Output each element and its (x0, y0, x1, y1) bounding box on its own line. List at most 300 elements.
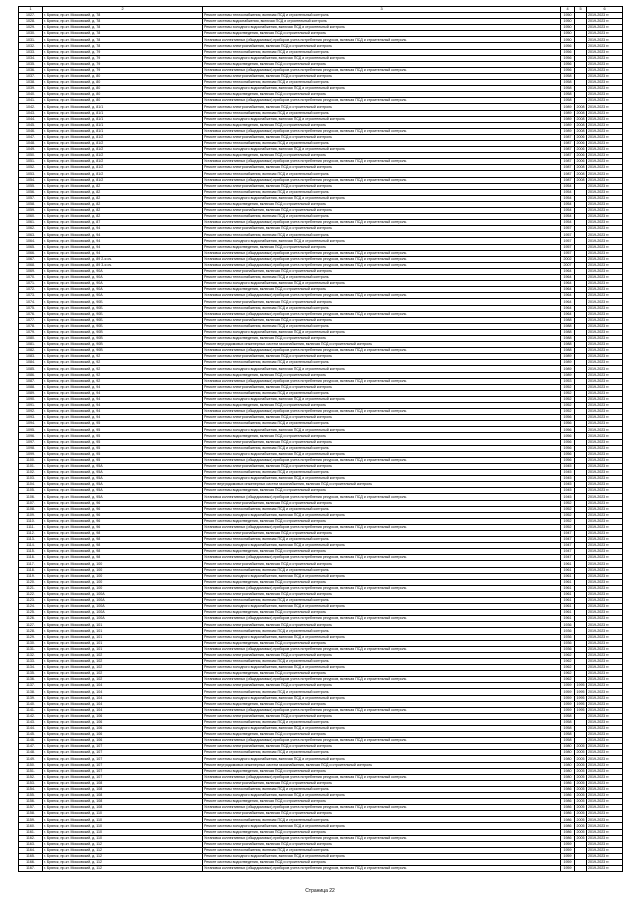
year-built-cell: 1989 (561, 104, 575, 110)
row-number-cell: 1028. (19, 19, 43, 25)
year-built-cell: 1986 (561, 829, 575, 835)
work-type-cell: Установка коллективных (общедомовых) приборов учета потребления ресурсов, включая ПСД и строительный контроль (203, 585, 561, 591)
row-number-cell: 1083. (19, 354, 43, 360)
year-built-cell: 1989 (561, 122, 575, 128)
row-number-cell: 1127. (19, 622, 43, 628)
year-built-cell: 2002 (561, 256, 575, 262)
address-cell: г. Брянск, пр-кт. Московский, д. 94 (43, 250, 203, 256)
row-number-cell: 1120. (19, 579, 43, 585)
row-number-cell: 1146. (19, 738, 43, 744)
year-built-cell: 1961 (561, 585, 575, 591)
work-type-cell: Ремонт системы холодного водоснабжения, включая ПСД и строительный контроль (203, 451, 561, 457)
address-cell: г. Брянск, пр-кт. Московский, д. 100 (43, 573, 203, 579)
address-cell: г. Брянск, пр-кт. Московский, д. 81/2 (43, 171, 203, 177)
work-type-cell: Установка коллективных (общедомовых) приборов учета потребления ресурсов, включая ПСД и строительный контроль (203, 348, 561, 354)
planned-period-cell: 2019-2023 гг. (587, 866, 623, 872)
planned-period-cell: 2019-2023 гг. (587, 421, 623, 427)
year-reconstructed-cell: 2005 (576, 799, 585, 804)
address-cell: г. Брянск, пр-кт. Московский, д. 82 (43, 183, 203, 189)
address-cell: г. Брянск, пр-кт. Московский, д. 96 (43, 506, 203, 512)
planned-period-cell: 2019-2023 гг. (587, 707, 623, 713)
year-built-cell: 1936 (561, 634, 575, 640)
row-number-cell: 1053. (19, 171, 43, 177)
row-number-cell: 1045. (19, 122, 43, 128)
row-number-cell: 1148. (19, 750, 43, 756)
year-built-cell: 1959 (561, 847, 575, 853)
row-number-cell: 1140. (19, 701, 43, 707)
row-number-cell: 1162. (19, 835, 43, 841)
address-cell: г. Брянск, пр-кт. Московский, д. 96 (43, 524, 203, 530)
year-built-cell: 1986 (561, 823, 575, 829)
year-built-cell: 1988 (561, 323, 575, 329)
work-type-cell: Ремонт внутридомовых инженерных систем газоснабжения, включая ПСД и строительный контроль (203, 762, 561, 768)
work-type-cell: Ремонт системы холодного водоснабжения, включая ПСД и строительный контроль (203, 793, 561, 799)
planned-period-cell: 2019-2023 гг. (587, 780, 623, 786)
work-type-cell: Ремонт системы холодного водоснабжения, включая ПСД и строительный контроль (203, 512, 561, 518)
planned-period-cell: 2019-2023 гг. (587, 768, 623, 774)
work-type-cell: Ремонт системы электроснабжения, включая ПСД и строительный контроль (203, 561, 561, 567)
address-cell: г. Брянск, пр-кт. Московский, д. 95 (43, 445, 203, 451)
address-cell: г. Брянск, пр-кт. Московский, д. 90А (43, 281, 203, 287)
planned-period-cell: 2019-2023 гг. (587, 427, 623, 433)
year-reconstructed-cell: 2005 (576, 835, 585, 840)
address-cell: г. Брянск, пр-кт. Московский, д. 95 (43, 439, 203, 445)
work-type-cell: Ремонт системы теплоснабжения, включая ПСД и строительный контроль (203, 470, 561, 476)
row-number-cell: 1061. (19, 220, 43, 226)
year-reconstructed-cell: 2005 (576, 756, 585, 761)
year-built-cell: 1952 (561, 506, 575, 512)
row-number-cell: 1136. (19, 677, 43, 683)
work-type-cell: Ремонт системы холодного водоснабжения, включая ПСД и строительный контроль (203, 543, 561, 549)
year-built-cell: 1980 (561, 774, 575, 780)
year-built-cell: 1987 (561, 165, 575, 171)
address-cell: г. Брянск, пр-кт. Московский, д. 95 (43, 451, 203, 457)
planned-period-cell: 2019-2023 гг. (587, 86, 623, 92)
year-built-cell: 1986 (561, 780, 575, 786)
row-number-cell: 1077. (19, 317, 43, 323)
work-type-cell: Ремонт системы водоотведения, включая ПСД и строительный контроль (203, 829, 561, 835)
row-number-cell: 1069. (19, 268, 43, 274)
planned-period-cell: 2019-2023 гг. (587, 835, 623, 841)
year-built-cell: 1950 (561, 37, 575, 43)
year-built-cell: 1945 (561, 470, 575, 476)
work-type-cell: Установка коллективных (общедомовых) приборов учета потребления ресурсов, включая ПСД и строительный контроль (203, 494, 561, 500)
address-cell: г. Брянск, пр-кт. Московский, д. 90В (43, 329, 203, 335)
row-number-cell: 1106. (19, 494, 43, 500)
year-built-cell: 1987 (561, 153, 575, 159)
address-cell: г. Брянск, пр-кт. Московский, д. 81/1 (43, 128, 203, 134)
year-built-cell: 1956 (561, 49, 575, 55)
year-built-cell: 1989 (561, 366, 575, 372)
work-type-cell: Ремонт системы теплоснабжения, включая ПСД и строительный контроль (203, 323, 561, 329)
row-number-cell: 1114. (19, 543, 43, 549)
row-number-cell: 1032. (19, 43, 43, 49)
row-number-cell: 1090. (19, 396, 43, 402)
year-reconstructed-cell: 1995 (576, 683, 585, 688)
year-built-cell: 1961 (561, 579, 575, 585)
address-cell: г. Брянск, пр-кт. Московский, д. 101 (43, 622, 203, 628)
year-built-cell: 1988 (561, 342, 575, 348)
year-built-cell: 1964 (561, 275, 575, 281)
address-cell: г. Брянск, пр-кт. Московский, д. 89 2-я оч. (43, 256, 203, 262)
year-reconstructed-cell: 2008 (576, 177, 585, 182)
address-cell: г. Брянск, пр-кт. Московский, д. 106 (43, 725, 203, 731)
year-reconstructed-cell: 1995 (576, 707, 585, 712)
address-cell: г. Брянск, пр-кт. Московский, д. 92 (43, 378, 203, 384)
address-cell: г. Брянск, пр-кт. Московский, д. 81/2 (43, 165, 203, 171)
row-number-cell: 1058. (19, 201, 43, 207)
work-type-cell: Ремонт системы электроснабжения, включая ПСД и строительный контроль (203, 354, 561, 360)
row-number-cell: 1073. (19, 293, 43, 299)
row-number-cell: 1167. (19, 866, 43, 872)
year-built-cell: 1956 (561, 433, 575, 439)
planned-period-cell: 2019-2023 гг. (587, 372, 623, 378)
work-type-cell: Ремонт системы электроснабжения, включая ПСД и строительный контроль (203, 226, 561, 232)
work-type-cell: Ремонт системы теплоснабжения, включая ПСД и строительный контроль (203, 232, 561, 238)
work-type-cell: Установка коллективных (общедомовых) приборов учета потребления ресурсов, включая ПСД и строительный контроль (203, 524, 561, 530)
year-built-cell: 1952 (561, 390, 575, 396)
work-type-cell: Установка коллективных (общедомовых) приборов учета потребления ресурсов, включая ПСД и строительный контроль (203, 37, 561, 43)
row-number-cell: 1040. (19, 92, 43, 98)
work-type-cell: Ремонт системы водоотведения, включая ПСД и строительный контроль (203, 122, 561, 128)
row-number-cell: 1046. (19, 128, 43, 134)
planned-period-cell: 2019-2023 гг. (587, 677, 623, 683)
planned-period-cell: 2019-2023 гг. (587, 756, 623, 762)
row-number-cell: 1144. (19, 725, 43, 731)
address-cell: г. Брянск, пр-кт. Московский, д. 94 (43, 403, 203, 409)
row-number-cell: 1147. (19, 744, 43, 750)
address-cell: г. Брянск, пр-кт. Московский, д. 104 (43, 707, 203, 713)
row-number-cell: 1157. (19, 805, 43, 811)
address-cell: г. Брянск, пр-кт. Московский, д. 108 (43, 780, 203, 786)
row-number-cell: 1068. (19, 262, 43, 268)
year-built-cell: 1959 (561, 707, 575, 713)
work-type-cell: Установка коллективных (общедомовых) приборов учета потребления ресурсов, включая ПСД и строительный контроль (203, 835, 561, 841)
planned-period-cell: 2019-2023 гг. (587, 738, 623, 744)
planned-period-cell: 2019-2023 гг. (587, 201, 623, 207)
planned-period-cell: 2019-2023 гг. (587, 512, 623, 518)
planned-period-cell: 2019-2023 гг. (587, 725, 623, 731)
header-cell: 1 (19, 7, 43, 13)
work-type-cell: Установка коллективных (общедомовых) приборов учета потребления ресурсов, включая ПСД и строительный контроль (203, 707, 561, 713)
year-reconstructed-cell: 2005 (576, 829, 585, 834)
address-cell: г. Брянск, пр-кт. Московский, д. 81/2 (43, 153, 203, 159)
row-number-cell: 1104. (19, 482, 43, 488)
address-cell: г. Брянск, пр-кт. Московский, д. 94 (43, 238, 203, 244)
planned-period-cell: 2019-2023 гг. (587, 110, 623, 116)
year-built-cell: 1959 (561, 683, 575, 689)
work-type-cell: Ремонт системы водоотведения, включая ПСД и строительный контроль (203, 61, 561, 67)
work-type-cell: Ремонт системы холодного водоснабжения, включая ПСД и строительный контроль (203, 86, 561, 92)
planned-period-cell: 2019-2023 гг. (587, 232, 623, 238)
planned-period-cell: 2019-2023 гг. (587, 470, 623, 476)
address-cell: г. Брянск, пр-кт. Московский, д. 106 (43, 713, 203, 719)
address-cell: г. Брянск, пр-кт. Московский, д. 96 (43, 518, 203, 524)
row-number-cell: 1087. (19, 378, 43, 384)
address-cell: г. Брянск, пр-кт. Московский, д. 80 (43, 80, 203, 86)
row-number-cell: 1131. (19, 646, 43, 652)
work-type-cell: Ремонт системы водоотведения, включая ПСД и строительный контроль (203, 287, 561, 293)
planned-period-cell: 2019-2023 гг. (587, 451, 623, 457)
planned-period-cell: 2019-2023 гг. (587, 354, 623, 360)
work-type-cell: Установка коллективных (общедомовых) приборов учета потребления ресурсов, включая ПСД и строительный контроль (203, 616, 561, 622)
row-number-cell: 1086. (19, 372, 43, 378)
address-cell: г. Брянск, пр-кт. Московский, д. 100А (43, 604, 203, 610)
row-number-cell: 1089. (19, 390, 43, 396)
row-number-cell: 1049. (19, 147, 43, 153)
year-built-cell: 1954 (561, 201, 575, 207)
planned-period-cell: 2019-2023 гг. (587, 311, 623, 317)
address-cell: г. Брянск, пр-кт. Московский, д. 104 (43, 683, 203, 689)
work-type-cell: Ремонт системы теплоснабжения, включая ПСД и строительный контроль (203, 275, 561, 281)
header-cell: 4 (561, 7, 575, 13)
year-built-cell: 1962 (561, 671, 575, 677)
planned-period-cell: 2019-2023 гг. (587, 268, 623, 274)
row-number-cell: 1034. (19, 55, 43, 61)
year-built-cell: 1980 (561, 762, 575, 768)
address-cell: г. Брянск, пр-кт. Московский, д. 95А (43, 476, 203, 482)
year-built-cell: 1964 (561, 287, 575, 293)
work-type-cell: Установка коллективных (общедомовых) приборов учета потребления ресурсов, включая ПСД и строительный контроль (203, 457, 561, 463)
row-number-cell: 1051. (19, 159, 43, 165)
row-number-cell: 1130. (19, 640, 43, 646)
row-number-cell: 1055. (19, 183, 43, 189)
year-reconstructed-cell: 2005 (576, 817, 585, 822)
year-reconstructed-cell: 1995 (576, 695, 585, 700)
year-reconstructed-cell: 2008 (576, 110, 585, 115)
planned-period-cell: 2019-2023 гг. (587, 195, 623, 201)
year-reconstructed-cell: 2008 (576, 171, 585, 176)
address-cell: г. Брянск, пр-кт. Московский, д. 102 (43, 665, 203, 671)
year-built-cell: 1958 (561, 73, 575, 79)
address-cell: г. Брянск, пр-кт. Московский, д. 79 (43, 55, 203, 61)
address-cell: г. Брянск, пр-кт. Московский, д. 95 (43, 421, 203, 427)
address-cell: г. Брянск, пр-кт. Московский, д. 108 (43, 793, 203, 799)
address-cell: г. Брянск, пр-кт. Московский, д. 107 (43, 774, 203, 780)
address-cell: г. Брянск, пр-кт. Московский, д. 102 (43, 671, 203, 677)
address-cell: г. Брянск, пр-кт. Московский, д. 80 (43, 73, 203, 79)
work-type-cell: Установка коллективных (общедомовых) приборов учета потребления ресурсов, включая ПСД и строительный контроль (203, 293, 561, 299)
year-built-cell: 1954 (561, 214, 575, 220)
year-built-cell: 1959 (561, 689, 575, 695)
year-built-cell: 1952 (561, 384, 575, 390)
row-number-cell: 1133. (19, 658, 43, 664)
work-type-cell: Ремонт системы электроснабжения, включая ПСД и строительный контроль (203, 183, 561, 189)
work-type-cell: Ремонт системы электроснабжения, включая ПСД и строительный контроль (203, 591, 561, 597)
year-built-cell: 1961 (561, 573, 575, 579)
year-built-cell: 1961 (561, 567, 575, 573)
address-cell: г. Брянск, пр-кт. Московский, д. 90А (43, 275, 203, 281)
planned-period-cell: 2019-2023 гг. (587, 396, 623, 402)
planned-period-cell: 2019-2023 гг. (587, 604, 623, 610)
address-cell: г. Брянск, пр-кт. Московский, д. 94 (43, 390, 203, 396)
address-cell: г. Брянск, пр-кт. Московский, д. 94 (43, 244, 203, 250)
year-built-cell: 1957 (561, 244, 575, 250)
planned-period-cell: 2019-2023 гг. (587, 805, 623, 811)
row-number-cell: 1159. (19, 817, 43, 823)
page-number: Страница 22 (305, 888, 335, 894)
address-cell: г. Брянск, пр-кт. Московский, д. 106 (43, 719, 203, 725)
year-built-cell: 1980 (561, 756, 575, 762)
year-built-cell: 1986 (561, 805, 575, 811)
address-cell: г. Брянск, пр-кт. Московский, д. 112 (43, 860, 203, 866)
address-cell: г. Брянск, пр-кт. Московский, д. 92 (43, 360, 203, 366)
year-built-cell: 1947 (561, 537, 575, 543)
planned-period-cell: 2019-2023 гг. (587, 92, 623, 98)
planned-period-cell: 2019-2023 гг. (587, 348, 623, 354)
planned-period-cell: 2019-2023 гг. (587, 841, 623, 847)
work-type-cell: Ремонт системы холодного водоснабжения, включая ПСД и строительный контроль (203, 55, 561, 61)
work-type-cell: Установка коллективных (общедомовых) приборов учета потребления ресурсов, включая ПСД и строительный контроль (203, 805, 561, 811)
planned-period-cell: 2019-2023 гг. (587, 177, 623, 183)
address-cell: г. Брянск, пр-кт. Московский, д. 98 (43, 537, 203, 543)
planned-period-cell: 2019-2023 гг. (587, 262, 623, 268)
address-cell: г. Брянск, пр-кт. Московский, д. 82 (43, 201, 203, 207)
address-cell: г. Брянск, пр-кт. Московский, д. 110 (43, 835, 203, 841)
year-reconstructed-cell: 2006 (576, 141, 585, 146)
work-type-cell: Ремонт системы теплоснабжения, включая ПСД и строительный контроль (203, 13, 561, 19)
year-built-cell: 1957 (561, 250, 575, 256)
year-reconstructed-cell: 2008 (576, 165, 585, 170)
row-number-cell: 1163. (19, 841, 43, 847)
planned-period-cell: 2019-2023 гг. (587, 701, 623, 707)
work-type-cell: Ремонт системы электроснабжения, включая ПСД и строительный контроль (203, 165, 561, 171)
work-type-cell: Установка коллективных (общедомовых) приборов учета потребления ресурсов, включая ПСД и строительный контроль (203, 159, 561, 165)
work-type-cell: Установка коллективных (общедомовых) приборов учета потребления ресурсов, включая ПСД и строительный контроль (203, 646, 561, 652)
year-built-cell: 1962 (561, 658, 575, 664)
work-type-cell: Ремонт системы водоотведения, включая ПСД и строительный контроль (203, 153, 561, 159)
address-cell: г. Брянск, пр-кт. Московский, д. 94 (43, 232, 203, 238)
planned-period-cell: 2019-2023 гг. (587, 719, 623, 725)
year-built-cell: 1987 (561, 147, 575, 153)
year-built-cell: 1947 (561, 530, 575, 536)
year-built-cell: 1964 (561, 299, 575, 305)
row-number-cell: 1132. (19, 652, 43, 658)
year-built-cell: 1964 (561, 268, 575, 274)
year-reconstructed-cell: 1995 (576, 701, 585, 706)
planned-period-cell: 2019-2023 гг. (587, 634, 623, 640)
work-type-cell: Ремонт системы электроснабжения, включая ПСД и строительный контроль (203, 811, 561, 817)
row-number-cell: 1094. (19, 421, 43, 427)
planned-period-cell: 2019-2023 гг. (587, 165, 623, 171)
planned-period-cell: 2019-2023 гг. (587, 214, 623, 220)
work-type-cell: Ремонт системы электроснабжения, включая ПСД и строительный контроль (203, 744, 561, 750)
row-number-cell: 1149. (19, 756, 43, 762)
year-built-cell: 1956 (561, 55, 575, 61)
year-built-cell: 1986 (561, 786, 575, 792)
planned-period-cell: 2019-2023 гг. (587, 305, 623, 311)
address-cell: г. Брянск, пр-кт. Московский, д. 82 (43, 214, 203, 220)
row-number-cell: 1091. (19, 403, 43, 409)
row-number-cell: 1062. (19, 226, 43, 232)
planned-period-cell: 2019-2023 гг. (587, 683, 623, 689)
work-type-cell: Ремонт системы холодного водоснабжения, включая ПСД и строительный контроль (203, 604, 561, 610)
row-number-cell: 1066. (19, 250, 43, 256)
row-number-cell: 1088. (19, 384, 43, 390)
address-cell: г. Брянск, пр-кт. Московский, д. 110 (43, 817, 203, 823)
address-cell: г. Брянск, пр-кт. Московский, д. 81/2 (43, 140, 203, 146)
row-number-cell: 1041. (19, 98, 43, 104)
work-type-cell: Установка коллективных (общедомовых) приборов учета потребления ресурсов, включая ПСД и строительный контроль (203, 866, 561, 872)
address-cell: г. Брянск, пр-кт. Московский, д. 80 (43, 98, 203, 104)
year-built-cell: 1961 (561, 604, 575, 610)
address-cell: г. Брянск, пр-кт. Московский, д. 81/1 (43, 104, 203, 110)
work-type-cell: Ремонт системы теплоснабжения, включая ПСД и строительный контроль (203, 719, 561, 725)
planned-period-cell: 2019-2023 гг. (587, 293, 623, 299)
address-cell: г. Брянск, пр-кт. Московский, д. 94 (43, 415, 203, 421)
row-number-cell: 1057. (19, 195, 43, 201)
work-type-cell: Ремонт системы водоотведения, включая ПСД и строительный контроль (203, 768, 561, 774)
row-number-cell: 1102. (19, 470, 43, 476)
row-number-cell: 1098. (19, 445, 43, 451)
address-cell: г. Брянск, пр-кт. Московский, д. 92 (43, 372, 203, 378)
address-cell: г. Брянск, пр-кт. Московский, д. 80 (43, 86, 203, 92)
row-number-cell: 1156. (19, 799, 43, 805)
address-cell: г. Брянск, пр-кт. Московский, д. 98 (43, 530, 203, 536)
planned-period-cell: 2019-2023 гг. (587, 500, 623, 506)
address-cell: г. Брянск, пр-кт. Московский, д. 107 (43, 756, 203, 762)
row-number-cell: 1129. (19, 634, 43, 640)
address-cell: г. Брянск, пр-кт. Московский, д. 108 (43, 805, 203, 811)
row-number-cell: 1141. (19, 707, 43, 713)
work-type-cell: Ремонт системы водоотведения, включая ПСД и строительный контроль (203, 433, 561, 439)
work-type-cell: Ремонт системы холодного водоснабжения, включая ПСД и строительный контроль (203, 238, 561, 244)
row-number-cell: 1109. (19, 512, 43, 518)
row-number-cell: 1064. (19, 238, 43, 244)
row-number-cell: 1050. (19, 153, 43, 159)
planned-period-cell: 2019-2023 гг. (587, 378, 623, 384)
planned-period-cell: 2019-2023 гг. (587, 860, 623, 866)
address-cell: г. Брянск, пр-кт. Московский, д. 104 (43, 689, 203, 695)
planned-period-cell: 2019-2023 гг. (587, 732, 623, 738)
row-number-cell: 1065. (19, 244, 43, 250)
planned-period-cell: 2019-2023 гг. (587, 147, 623, 153)
address-cell: г. Брянск, пр-кт. Московский, д. 112 (43, 853, 203, 859)
address-cell: г. Брянск, пр-кт. Московский, д. 98 (43, 543, 203, 549)
work-type-cell: Ремонт системы водоотведения, включая ПСД и строительный контроль (203, 92, 561, 98)
year-built-cell: 1961 (561, 598, 575, 604)
row-number-cell: 1138. (19, 689, 43, 695)
year-reconstructed-cell: 2008 (576, 128, 585, 133)
address-cell: г. Брянск, пр-кт. Московский, д. 82 (43, 189, 203, 195)
work-type-cell: Установка коллективных (общедомовых) приборов учета потребления ресурсов, включая ПСД и строительный контроль (203, 250, 561, 256)
year-built-cell: 1956 (561, 451, 575, 457)
row-number-cell: 1117. (19, 561, 43, 567)
address-cell: г. Брянск, пр-кт. Московский, д. 90А (43, 287, 203, 293)
planned-period-cell: 2019-2023 гг. (587, 628, 623, 634)
work-type-cell: Ремонт системы холодного водоснабжения, включая ПСД и строительный контроль (203, 756, 561, 762)
row-number-cell: 1092. (19, 409, 43, 415)
address-cell: г. Брянск, пр-кт. Московский, д. 100А (43, 616, 203, 622)
work-type-cell: Установка коллективных (общедомовых) приборов учета потребления ресурсов, включая ПСД и строительный контроль (203, 378, 561, 384)
row-number-cell: 1082. (19, 348, 43, 354)
work-type-cell: Ремонт системы электроснабжения, включая ПСД и строительный контроль (203, 317, 561, 323)
row-number-cell: 1119. (19, 573, 43, 579)
address-cell: г. Брянск, пр-кт. Московский, д. 107 (43, 768, 203, 774)
year-built-cell: 1987 (561, 159, 575, 165)
year-built-cell: 1956 (561, 61, 575, 67)
address-cell: г. Брянск, пр-кт. Московский, д. 90Б (43, 305, 203, 311)
address-cell: г. Брянск, пр-кт. Московский, д. 100А (43, 610, 203, 616)
year-built-cell: 1961 (561, 591, 575, 597)
year-built-cell: 1957 (561, 226, 575, 232)
address-cell: г. Брянск, пр-кт. Московский, д. 79 (43, 49, 203, 55)
year-built-cell: 1947 (561, 549, 575, 555)
planned-period-cell: 2019-2023 гг. (587, 275, 623, 281)
address-cell: г. Брянск, пр-кт. Московский, д. 106 (43, 732, 203, 738)
planned-period-cell: 2019-2023 гг. (587, 799, 623, 805)
work-type-cell: Ремонт системы холодного водоснабжения, включая ПСД и строительный контроль (203, 725, 561, 731)
